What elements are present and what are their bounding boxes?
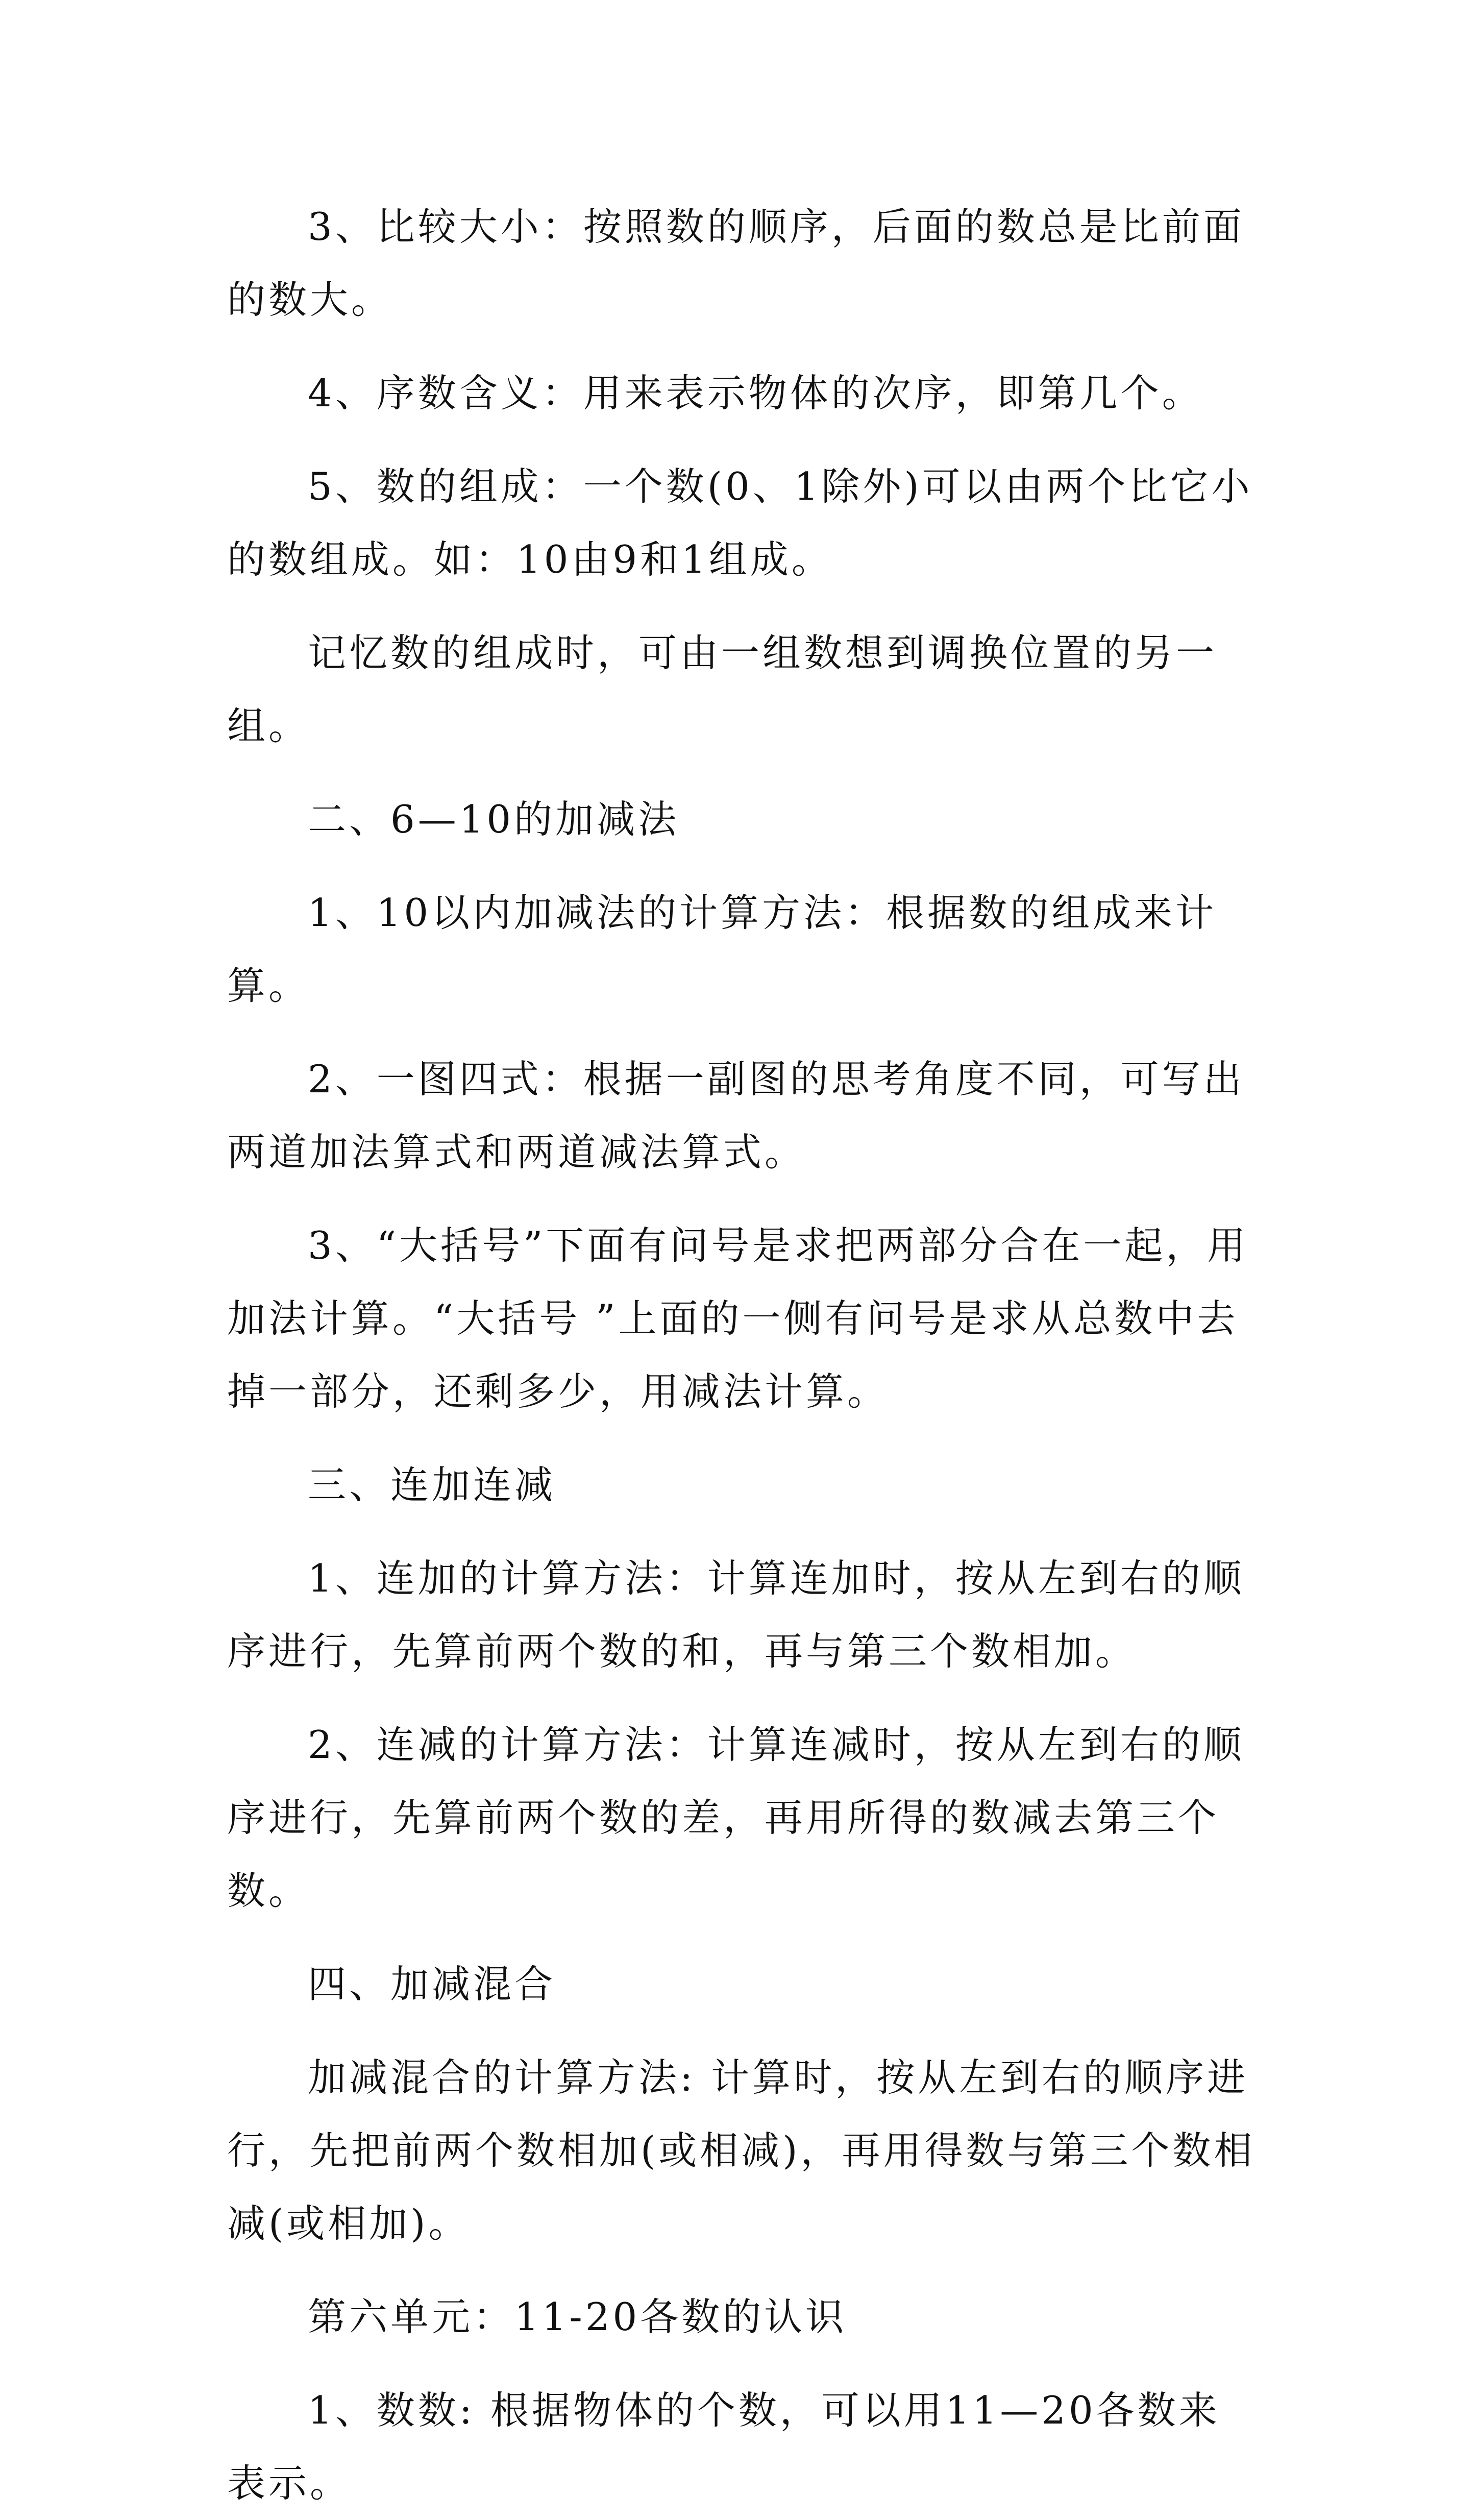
paragraph-compare-size: 3、比较大小：按照数的顺序，后面的数总是比前面的数大。 <box>227 204 1245 322</box>
paragraph-one-picture-four-equations: 2、一图四式：根据一副图的思考角度不同，可写出两道加法算式和两道减法算式。 <box>227 1057 1245 1175</box>
paragraph-brace-question: 3、“大括号”下面有问号是求把两部分合在一起，用加法计算。“大括号 ”上面的一侧有问号是求从总数中去掉一部分，还剩多少，用减法计算。 <box>227 1223 1249 1414</box>
paragraph-ordinal-meaning: 4、序数含义：用来表示物体的次序，即第几个。 <box>308 371 1203 415</box>
paragraph-consecutive-subtraction: 2、连减的计算方法：计算连减时，按从左到右的顺序进行，先算前两个数的差，再用所得的数减去第三个数。 <box>227 1722 1245 1913</box>
section-heading-add-subtract-6-10: 二、6—10的加减法 <box>308 797 680 842</box>
paragraph-number-composition: 5、数的组成：一个数(0、1除外)可以由两个比它小的数组成。如：10由9和1组成。 <box>227 464 1253 582</box>
paragraph-calculation-method: 1、10以内加减法的计算方法：根据数的组成来计算。 <box>227 890 1217 1008</box>
paragraph-mixed-operations-method: 加减混合的计算方法: 计算时，按从左到右的顺序进行，先把前两个数相加(或相减)，再用得数与第三个数相减(或相加)。 <box>227 2055 1256 2246</box>
paragraph-consecutive-addition: 1、连加的计算方法：计算连加时，按从左到右的顺序进行，先算前两个数的和，再与第三个数相加。 <box>227 1556 1245 1674</box>
document-body <box>227 190 1258 2520</box>
section-heading-mixed-operations: 四、加减混合 <box>308 1962 556 2007</box>
paragraph-counting-11-20: 1、数数: 根据物体的个数，可以用11—20各数来表示。 <box>227 2388 1220 2506</box>
section-heading-unit-six: 第六单元：11-20各数的认识 <box>308 2294 847 2339</box>
section-heading-consecutive-operations: 三、连加连减 <box>308 1462 556 1507</box>
paragraph-memory-tip: 记忆数的组成时，可由一组数想到调换位置的另一组。 <box>227 630 1218 748</box>
